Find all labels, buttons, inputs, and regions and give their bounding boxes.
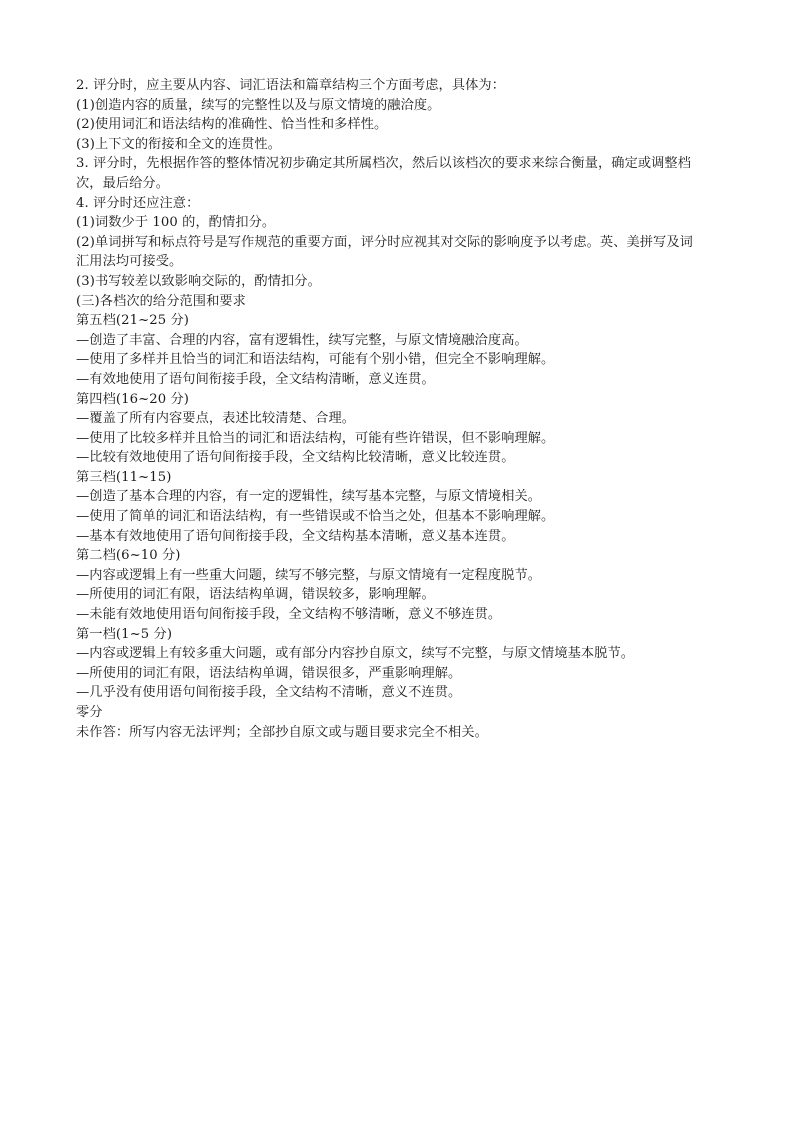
rubric-line: 3. 评分时，先根据作答的整体情况初步确定其所属档次，然后以该档次的要求来综合衡量，确定或调整档: [76, 156, 692, 172]
rubric-line: —覆盖了所有内容要点，表述比较清楚、合理。: [76, 411, 356, 427]
rubric-line: —比较有效地使用了语句间衔接手段，全文结构比较清晰，意义比较连贯。: [76, 450, 515, 466]
rubric-line: (1)词数少于 100 的，酌情扣分。: [76, 215, 276, 231]
rubric-line: 2. 评分时，应主要从内容、词汇语法和篇章结构三个方面考虑，具体为：: [76, 78, 505, 93]
rubric-line: (2)单词拼写和标点符号是写作规范的重要方面，评分时应视其对交际的影响度予以考虑。英、美拼写及词: [76, 234, 693, 250]
rubric-line: —基本有效地使用了语句间衔接手段，全文结构基本清晰，意义基本连贯。: [76, 528, 515, 544]
rubric-line: (1)创造内容的质量，续写的完整性以及与原文情境的融洽度。: [76, 97, 441, 113]
rubric-line: —有效地使用了语句间衔接手段，全文结构清晰，意义连贯。: [76, 371, 435, 387]
rubric-line: —创造了丰富、合理的内容，富有逻辑性，续写完整，与原文情境融洽度高。: [76, 332, 528, 348]
grade-level-heading: 第四档(16~20 分): [76, 391, 190, 407]
rubric-line: 次，最后给分。: [76, 175, 170, 191]
rubric-line: —所使用的词汇有限，语法结构单调，错误很多，严重影响理解。: [76, 665, 462, 681]
grade-level-heading: 第二档(6~10 分): [76, 548, 181, 564]
rubric-line: —创造了基本合理的内容，有一定的逻辑性，续写基本完整，与原文情境相关。: [76, 489, 542, 505]
grade-level-heading: 第五档(21~25 分): [76, 313, 190, 329]
rubric-line: —使用了比较多样并且恰当的词汇和语法结构，可能有些许错误，但不影响理解。: [76, 430, 555, 446]
rubric-line: (3)上下文的衔接和全文的连贯性。: [76, 136, 282, 152]
grade-level-heading: 第三档(11~15): [76, 469, 172, 485]
rubric-line: 汇用法均可接受。: [76, 254, 183, 270]
rubric-line: —内容或逻辑上有较多重大问题，或有部分内容抄自原文，续写不完整，与原文情境基本脱节。: [76, 646, 635, 662]
rubric-line: 未作答：所写内容无法评判；全部抄自原文或与题目要求完全不相关。: [76, 724, 488, 740]
rubric-line: 4. 评分时还应注意：: [76, 195, 200, 211]
section-heading: (三)各档次的给分范围和要求: [76, 293, 246, 309]
rubric-line: —内容或逻辑上有一些重大问题，续写不够完整，与原文情境有一定程度脱节。: [76, 567, 542, 583]
rubric-line: —未能有效地使用语句间衔接手段，全文结构不够清晰，意义不够连贯。: [76, 607, 502, 623]
rubric-line: (3)书写较差以致影响交际的，酌情扣分。: [76, 273, 321, 289]
grade-level-heading: 第一档(1~5 分): [76, 626, 173, 642]
grade-level-heading: 零分: [76, 705, 103, 720]
rubric-line: —所使用的词汇有限，语法结构单调，错误较多，影响理解。: [76, 587, 435, 603]
scoring-rubric-document: [76, 76, 766, 742]
rubric-line: —几乎没有使用语句间衔接手段，全文结构不清晰，意义不连贯。: [76, 685, 462, 701]
rubric-line: —使用了多样并且恰当的词汇和语法结构，可能有个别小错，但完全不影响理解。: [76, 352, 555, 368]
rubric-line: —使用了简单的词汇和语法结构，有一些错误或不恰当之处，但基本不影响理解。: [76, 509, 555, 525]
rubric-line: (2)使用词汇和语法结构的准确性、恰当性和多样性。: [76, 117, 388, 133]
